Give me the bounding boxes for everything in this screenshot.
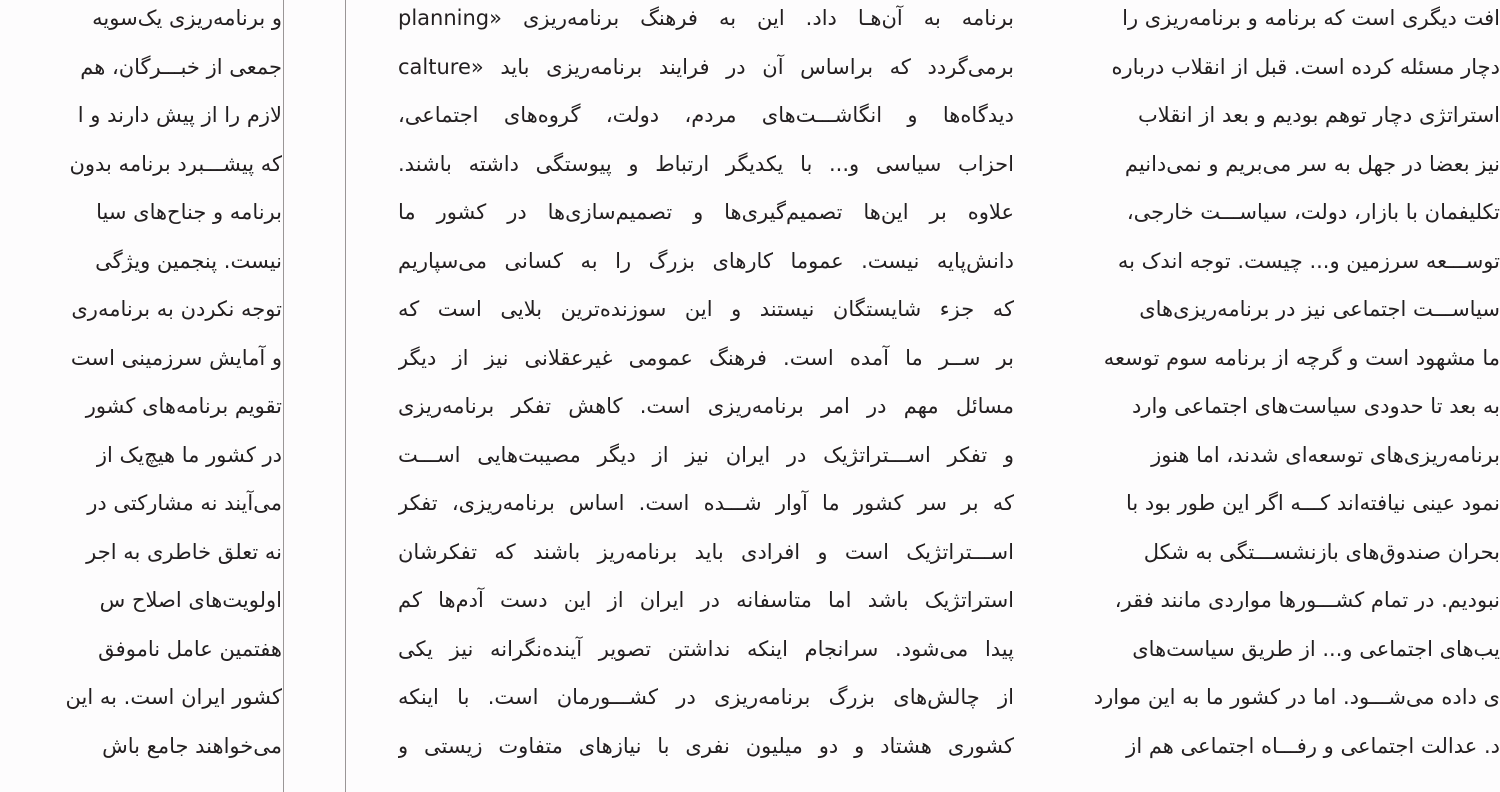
text-line: نه تعلق خاطری به اجر [86,539,282,564]
text-line: به بعد تا حدودی سیاست‌های اجتماعی وارد [1132,394,1500,418]
text-line: می‌آیند نه مشارکتی در [87,491,282,515]
text-line: دانش‌پایه نیست. عموما کارهای بزرگ را به کسانی می‌سپاریم [398,248,1014,273]
text-line: پیدا می‌شود. سرانجام اینکه نداشتن تصویر آینده‌نگرانه نیز یکی [398,636,1014,661]
text-line: احزاب سیاسی و... با یکدیگر ارتباط و پیوستگی داشته باشند. [398,151,1014,176]
text-line: دیدگاه‌ها و انگاشـــت‌های مردم، دولت، گروه‌های اجتماعی، [398,103,1014,127]
text-line: سیاســـت اجتماعی نیز در برنامه‌ریزی‌های [1139,297,1500,321]
text-column-left [0,0,282,792]
text-line: تکلیفمان با بازار، دولت، سیاســـت خارجی، [1126,200,1500,224]
text-line: هفتمین عامل ناموفق [98,636,282,661]
text-line: جمعی از خبـــرگان، هم [80,54,282,79]
column-divider-middle [345,0,346,792]
text-line: ی داده می‌شـــود. اما در کشور ما به این موارد [1093,685,1500,709]
text-line: ما مشهود است و گرچه از برنامه سوم توسعه [1103,345,1500,370]
text-line: بر ســر ما آمده است. فرهنگ عمومی غیرعقلانی نیز از دیگر [398,345,1014,370]
text-line: افت دیگری است که برنامه و برنامه‌ریزی را [1122,6,1500,30]
text-line: یب‌های اجتماعی و... از طریق سیاست‌های [1132,636,1500,661]
text-column-middle [398,0,1014,792]
text-line: دچار مسئله کرده است. قبل از انقلاب درباره [1111,54,1500,79]
text-line: نمود عینی نیافته‌اند کـــه اگر این طور بود با [1125,491,1500,515]
text-line: نیز بعضا در جهل به سر می‌بریم و نمی‌دانیم [1124,151,1500,176]
text-line: تقویم برنامه‌های کشور [85,394,282,418]
text-line: اســـتراتژیک است و افرادی باید برنامه‌ریز باشند که تفکرشان [398,539,1014,564]
text-line: که بر سر کشور ما آوار شـــده است. اساس برنامه‌ریزی، تفکر [398,491,1014,515]
text-line: لازم را از پیش دارند و ا [77,103,282,127]
text-line: توجه نکردن به برنامه‌ری [71,297,282,321]
text-line: که جزء شایستگان نیستند و این سوزنده‌ترین بلایی است که [398,297,1014,321]
text-line: توســـعه سرزمین و... چیست. توجه اندک به [1117,248,1500,273]
text-line: استراتژیک باشد اما متاسفانه در ایران از این دست آدم‌ها کم [398,588,1014,612]
text-line: از چالش‌های بزرگ برنامه‌ریزی در کشـــورمان است. با اینکه [398,685,1014,709]
text-line: calture» برمی‌گردد که براساس آن در فرایند برنامه‌ریزی باید [398,54,1014,79]
text-line: بحران صندوق‌های بازنشســـتگی به شکل [1143,539,1500,564]
text-line: مسائل مهم در امر برنامه‌ریزی است. کاهش تفکر برنامه‌ریزی [398,394,1014,418]
text-line: و آمایش سرزمینی است [70,345,282,370]
text-line: علاوه بر این‌ها تصمیم‌گیری‌ها و تصمیم‌سازی‌ها در کشور ما [398,200,1014,224]
text-line: برنامه و جناح‌های سیا [96,200,282,224]
text-line: کشوری هشتاد و دو میلیون نفری با نیازهای متفاوت زیستی و [398,733,1014,758]
text-line: می‌خواهند جامع باش [102,733,282,758]
text-line: نبودیم. در تمام کشـــورها مواردی مانند فقر، [1114,588,1500,612]
text-line: در کشور ما هیچ‌یک از [96,442,282,467]
text-line: کشور ایران است. به این [65,685,282,709]
text-line: اولویت‌های اصلاح س [99,588,282,612]
text-column-right [1060,0,1500,792]
text-line: و برنامه‌ریزی یک‌سویه [92,6,282,30]
text-line: برنامه به آن‌هـا داد. این به فرهنگ برنامه‌ریزی «planning [398,6,1014,30]
text-line: و تفکر اســـتراتژیک در ایران نیز از دیگر مصیبت‌هایی اســـت [398,442,1014,467]
text-line: نیست. پنجمین ویژگی [95,248,282,273]
text-line: د. عدالت اجتماعی و رفـــاه اجتماعی هم از [1126,733,1500,758]
column-divider-left [283,0,284,792]
text-line: برنامه‌ریزی‌های توسعه‌ای شدند، اما هنوز [1151,442,1500,467]
text-line: استراتژی دچار توهم بودیم و بعد از انقلاب [1138,103,1500,127]
text-line: که پیشـــبرد برنامه بدون [69,151,282,176]
